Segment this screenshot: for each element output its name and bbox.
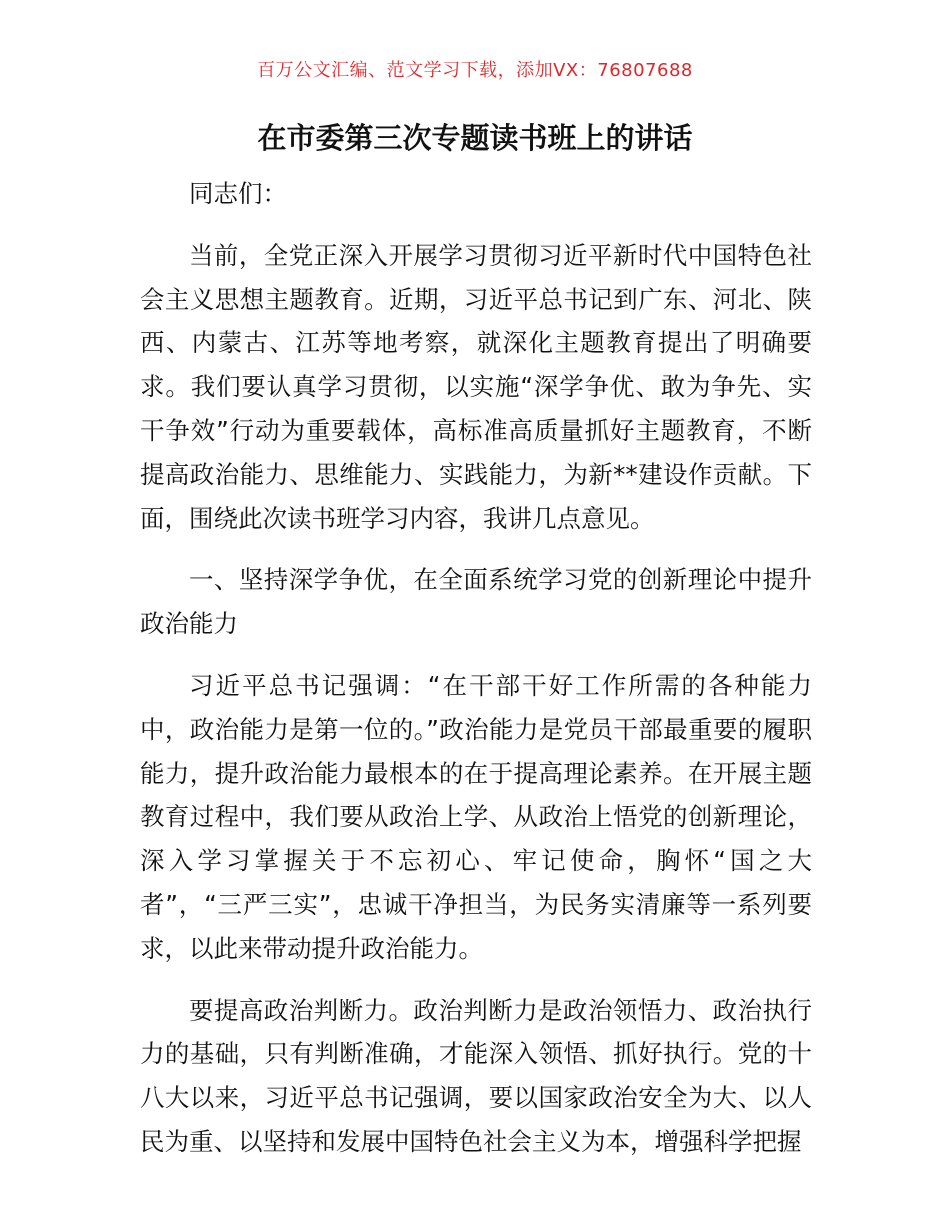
salutation: 同志们： (189, 179, 287, 208)
section-heading: 一、坚持深学争优，在全面系统学习党的创新理论中提升政治能力 (140, 565, 812, 639)
paragraph: 习近平总书记强调：“在干部干好工作所需的各种能力中，政治能力是第一位的。”政治能力是党员干部最重要的履职能力，提升政治能力最根本的在于提高理论素养。在开展主题教育过程中，我们要从政治上学、从政治上悟党的创新理论，深入学习掌握关于不忘初心、牢记使命，胸怀“国之大者”，“三严三实”，忠诚干净担当，为民务实清廉等一系列要求，以此来带动提升政治能力。 (140, 670, 812, 963)
document-title: 在市委第三次专题读书班上的讲话 (257, 121, 693, 155)
header-watermark-note: 百万公文汇编、范文学习下载，添加VX：76807688 (257, 60, 693, 81)
paragraph: 当前，全党正深入开展学习贯彻习近平新时代中国特色社会主义思想主题教育。近期，习近平总书记到广东、河北、陕西、内蒙古、江苏等地考察，就深化主题教育提出了明确要求。我们要认真学习贯彻，以实施“深学争优、敢为争先、实干争效”行动为重要载体，高标准高质量抓好主题教育，不断提高政治能力、思维能力、实践能力，为新**建设作贡献。下面，围绕此次读书班学习内容，我讲几点意见。 (140, 240, 812, 533)
paragraph: 要提高政治判断力。政治判断力是政治领悟力、政治执行力的基础，只有判断准确，才能深入领悟、抓好执行。党的十八大以来，习近平总书记强调，要以国家政治安全为大、以人民为重、以坚持和发展中国特色社会主义为本，增强科学把握 (140, 995, 812, 1156)
document-body (140, 172, 812, 1164)
